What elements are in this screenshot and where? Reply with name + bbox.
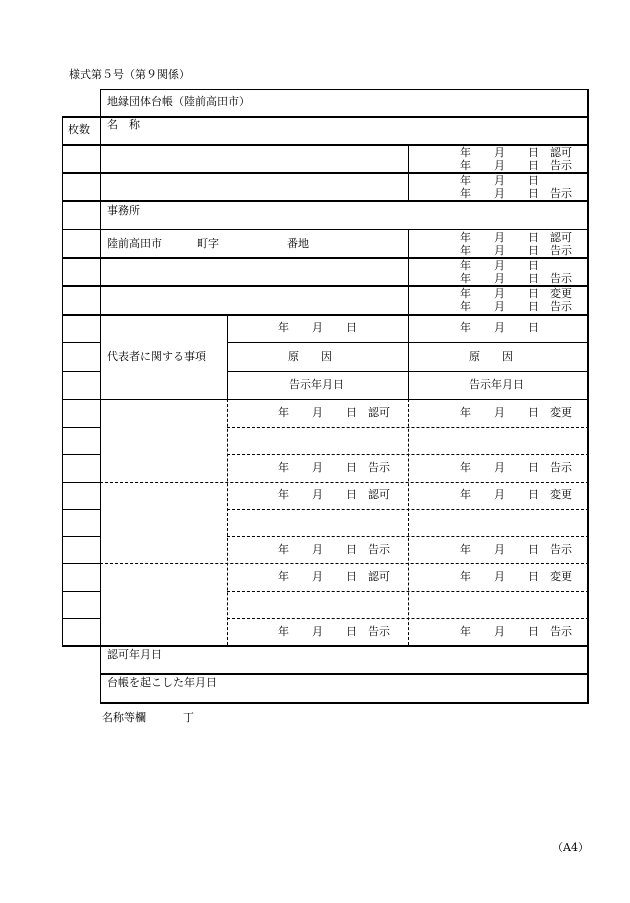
address-town: 町字 [197, 237, 219, 250]
address-lot: 番地 [287, 237, 309, 250]
cause-label-right: 原 因 [469, 350, 513, 363]
name-label: 名 称 [107, 118, 140, 131]
approval-date-label: 認可年月日 [107, 648, 162, 661]
form-number: 様式第５号（第９関係） [69, 68, 190, 81]
office-label: 事務所 [107, 204, 140, 217]
chome-label: 丁 [183, 711, 194, 724]
notice-date-label-left: 告示年月日 [289, 378, 344, 391]
count-label: 枚数 [68, 123, 90, 136]
name-column-label: 名称等欄 [102, 711, 146, 724]
notice-date-label-right: 告示年月日 [469, 378, 524, 391]
cause-label-left: 原 因 [288, 350, 332, 363]
paper-size: （A4） [552, 841, 589, 854]
representative-label: 代表者に関する事項 [107, 350, 206, 363]
address-city: 陸前高田市 [107, 237, 162, 250]
ledger-title: 地縁団体台帳（陸前高田市） [107, 95, 250, 108]
ledger-date-label: 台帳を起こした年月日 [107, 676, 217, 689]
